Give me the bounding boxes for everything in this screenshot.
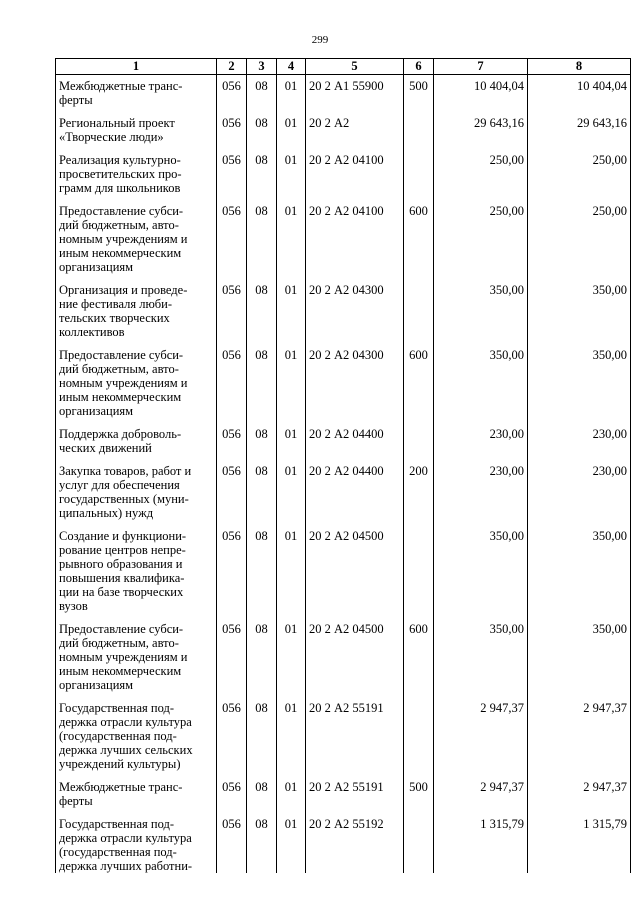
table-row — [56, 75, 631, 108]
subsection-code-cell: 01 — [277, 107, 306, 144]
section-code-cell: 08 — [247, 107, 277, 144]
table-row — [56, 144, 631, 195]
header-cell: 6 — [404, 59, 434, 75]
target-article-cell: 20 2 А2 04100 — [306, 195, 404, 274]
expense-type-cell — [404, 418, 434, 455]
item-name-cell: Государственная под- держка отрасли культура (государственная под- держка лучших сельских учреждений культуры) — [56, 692, 217, 771]
expense-type-cell: 500 — [404, 771, 434, 808]
subsection-code-cell: 01 — [277, 613, 306, 692]
header-cell: 5 — [306, 59, 404, 75]
item-name-cell: Предоставление субси- дий бюджетным, авто- номным учреждениям и иным некоммерческим организациям — [56, 195, 217, 274]
amount-col7-cell: 2 947,37 — [434, 692, 528, 771]
item-name-cell: Закупка товаров, работ и услуг для обеспечения государственных (муни- ципальных) нужд — [56, 455, 217, 520]
amount-col7-cell: 230,00 — [434, 418, 528, 455]
amount-col8-cell: 350,00 — [528, 339, 631, 418]
target-article-cell: 20 2 А2 — [306, 107, 404, 144]
target-article-cell: 20 2 А2 04500 — [306, 613, 404, 692]
section-code-cell: 08 — [247, 455, 277, 520]
amount-col7-cell: 230,00 — [434, 455, 528, 520]
section-code-cell: 08 — [247, 144, 277, 195]
item-name-cell: Поддержка доброволь- ческих движений — [56, 418, 217, 455]
amount-col8-cell: 1 315,79 — [528, 808, 631, 873]
table-row — [56, 107, 631, 144]
table-row — [56, 274, 631, 339]
item-name-cell: Межбюджетные транс- ферты — [56, 771, 217, 808]
subsection-code-cell: 01 — [277, 195, 306, 274]
ministry-code-cell: 056 — [217, 339, 247, 418]
amount-col7-cell: 250,00 — [434, 195, 528, 274]
table-row — [56, 418, 631, 455]
table-row — [56, 195, 631, 274]
section-code-cell: 08 — [247, 613, 277, 692]
section-code-cell: 08 — [247, 692, 277, 771]
subsection-code-cell: 01 — [277, 418, 306, 455]
amount-col8-cell: 230,00 — [528, 418, 631, 455]
header-cell: 7 — [434, 59, 528, 75]
amount-col7-cell: 1 315,79 — [434, 808, 528, 873]
ministry-code-cell: 056 — [217, 613, 247, 692]
table-row — [56, 771, 631, 808]
amount-col7-cell: 350,00 — [434, 613, 528, 692]
target-article-cell: 20 2 А2 04400 — [306, 455, 404, 520]
target-article-cell: 20 2 А2 04400 — [306, 418, 404, 455]
expense-type-cell — [404, 808, 434, 873]
item-name-cell: Предоставление субси- дий бюджетным, авто- номным учреждениям и иным некоммерческим организациям — [56, 339, 217, 418]
expense-type-cell — [404, 107, 434, 144]
header-cell: 4 — [277, 59, 306, 75]
ministry-code-cell: 056 — [217, 195, 247, 274]
target-article-cell: 20 2 А2 55192 — [306, 808, 404, 873]
amount-col7-cell: 2 947,37 — [434, 771, 528, 808]
item-name-cell: Предоставление субси- дий бюджетным, авто- номным учреждениям и иным некоммерческим организациям — [56, 613, 217, 692]
table-row — [56, 692, 631, 771]
amount-col8-cell: 2 947,37 — [528, 692, 631, 771]
table-row — [56, 808, 631, 873]
amount-col8-cell: 250,00 — [528, 195, 631, 274]
amount-col7-cell: 350,00 — [434, 339, 528, 418]
target-article-cell: 20 2 А1 55900 — [306, 75, 404, 108]
header-row — [56, 59, 631, 75]
section-code-cell: 08 — [247, 418, 277, 455]
table-row — [56, 339, 631, 418]
item-name-cell: Межбюджетные транс- ферты — [56, 75, 217, 108]
amount-col8-cell: 29 643,16 — [528, 107, 631, 144]
ministry-code-cell: 056 — [217, 692, 247, 771]
ministry-code-cell: 056 — [217, 455, 247, 520]
amount-col8-cell: 2 947,37 — [528, 771, 631, 808]
subsection-code-cell: 01 — [277, 808, 306, 873]
section-code-cell: 08 — [247, 520, 277, 613]
amount-col7-cell: 350,00 — [434, 520, 528, 613]
amount-col8-cell: 250,00 — [528, 144, 631, 195]
expense-type-cell — [404, 520, 434, 613]
target-article-cell: 20 2 А2 04500 — [306, 520, 404, 613]
section-code-cell: 08 — [247, 808, 277, 873]
amount-col7-cell: 350,00 — [434, 274, 528, 339]
ministry-code-cell: 056 — [217, 144, 247, 195]
section-code-cell: 08 — [247, 339, 277, 418]
section-code-cell: 08 — [247, 771, 277, 808]
table-body — [56, 75, 631, 874]
item-name-cell: Государственная под- держка отрасли культура (государственная под- держка лучших работни- — [56, 808, 217, 873]
target-article-cell: 20 2 А2 04300 — [306, 339, 404, 418]
ministry-code-cell: 056 — [217, 771, 247, 808]
target-article-cell: 20 2 А2 55191 — [306, 692, 404, 771]
subsection-code-cell: 01 — [277, 75, 306, 108]
header-cell: 1 — [56, 59, 217, 75]
page-number: 299 — [311, 34, 329, 46]
header-cell: 3 — [247, 59, 277, 75]
section-code-cell: 08 — [247, 195, 277, 274]
table-row — [56, 455, 631, 520]
target-article-cell: 20 2 А2 55191 — [306, 771, 404, 808]
amount-col7-cell: 29 643,16 — [434, 107, 528, 144]
ministry-code-cell: 056 — [217, 418, 247, 455]
table-row — [56, 520, 631, 613]
amount-col8-cell: 350,00 — [528, 520, 631, 613]
target-article-cell: 20 2 А2 04100 — [306, 144, 404, 195]
expense-type-cell: 500 — [404, 75, 434, 108]
target-article-cell: 20 2 А2 04300 — [306, 274, 404, 339]
item-name-cell: Реализация культурно- просветительских про- грамм для школьников — [56, 144, 217, 195]
amount-col8-cell: 230,00 — [528, 455, 631, 520]
subsection-code-cell: 01 — [277, 339, 306, 418]
amount-col7-cell: 10 404,04 — [434, 75, 528, 108]
item-name-cell: Региональный проект «Творческие люди» — [56, 107, 217, 144]
amount-col8-cell: 350,00 — [528, 274, 631, 339]
item-name-cell: Создание и функциони- рование центров непре- рывного образования и повышения квалифика- ции на базе творческих вузов — [56, 520, 217, 613]
item-name-cell: Организация и проведе- ние фестиваля люби- тельских творческих коллективов — [56, 274, 217, 339]
ministry-code-cell: 056 — [217, 107, 247, 144]
header-cell: 8 — [528, 59, 631, 75]
expense-type-cell: 600 — [404, 195, 434, 274]
expense-type-cell: 600 — [404, 613, 434, 692]
expense-type-cell: 200 — [404, 455, 434, 520]
expense-type-cell — [404, 274, 434, 339]
expense-type-cell — [404, 144, 434, 195]
table-row — [56, 613, 631, 692]
amount-col7-cell: 250,00 — [434, 144, 528, 195]
section-code-cell: 08 — [247, 274, 277, 339]
budget-table — [55, 58, 631, 873]
subsection-code-cell: 01 — [277, 274, 306, 339]
subsection-code-cell: 01 — [277, 692, 306, 771]
subsection-code-cell: 01 — [277, 455, 306, 520]
subsection-code-cell: 01 — [277, 520, 306, 613]
expense-type-cell — [404, 692, 434, 771]
ministry-code-cell: 056 — [217, 520, 247, 613]
subsection-code-cell: 01 — [277, 144, 306, 195]
ministry-code-cell: 056 — [217, 274, 247, 339]
amount-col8-cell: 350,00 — [528, 613, 631, 692]
expense-type-cell: 600 — [404, 339, 434, 418]
ministry-code-cell: 056 — [217, 75, 247, 108]
section-code-cell: 08 — [247, 75, 277, 108]
amount-col8-cell: 10 404,04 — [528, 75, 631, 108]
ministry-code-cell: 056 — [217, 808, 247, 873]
header-cell: 2 — [217, 59, 247, 75]
subsection-code-cell: 01 — [277, 771, 306, 808]
